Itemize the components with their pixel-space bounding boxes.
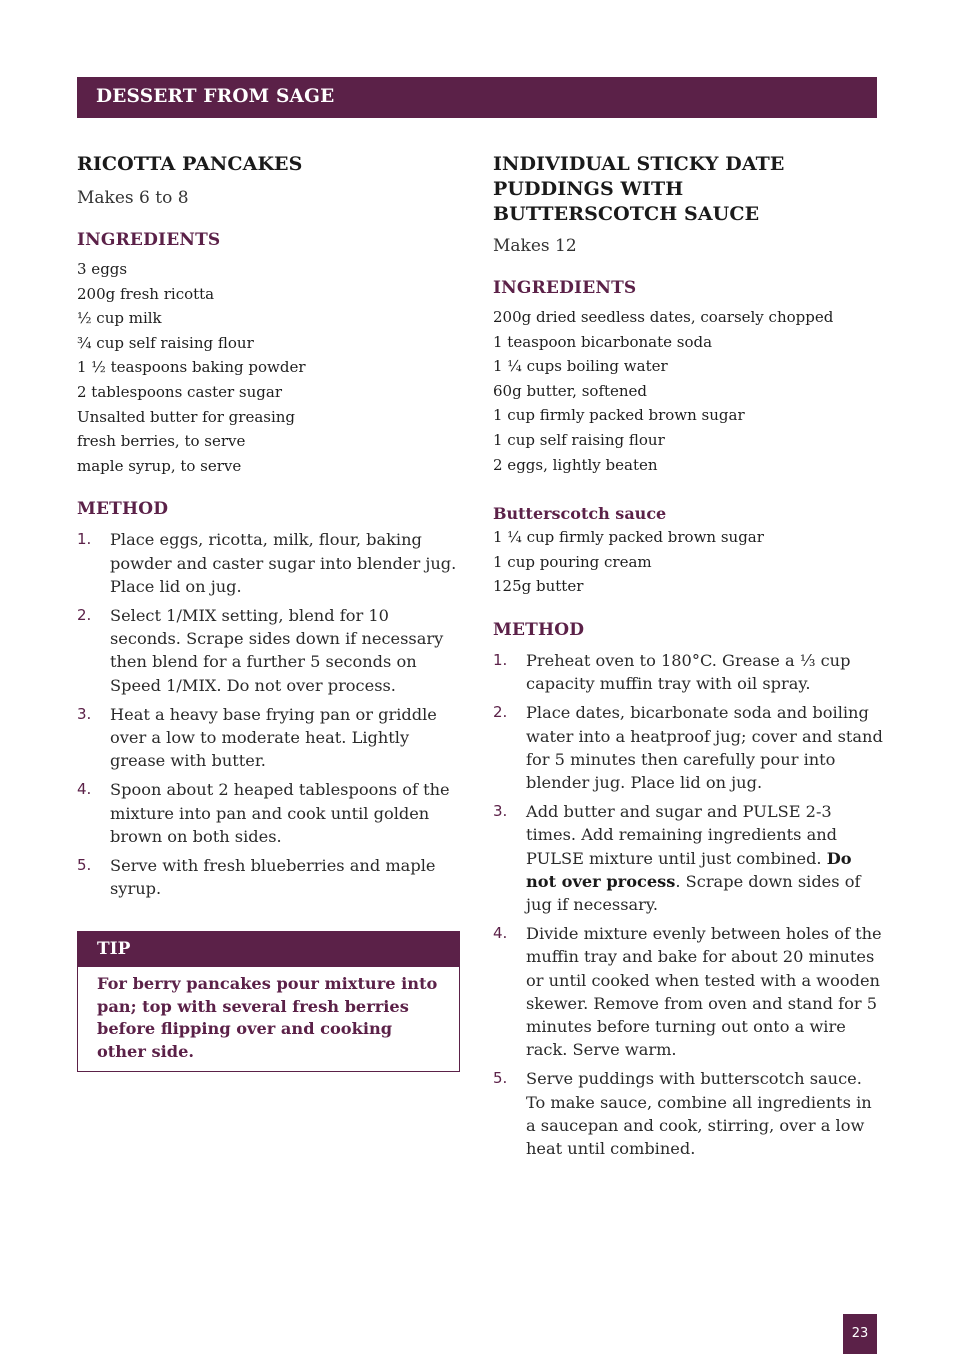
step-number: 2. [77,605,92,624]
method-step [493,649,883,695]
method-step [77,854,462,900]
step-text: Place dates, bicarbonate soda and boiling water into a heatproof jug; cover and stand for 5 minutes then carefully pour into blender jug. Place lid on jug. [526,703,883,792]
recipe-yield: Makes 12 [493,236,577,256]
ingredients-list [493,305,883,477]
step-number: 5. [77,855,92,874]
ingredient-item: ¾ cup self raising flour [77,333,254,352]
tip-text: For berry pancakes pour mixture into pan; top with several fresh berries before flipping over and cooking other side. [97,974,438,1061]
ingredients-heading: INGREDIENTS [77,230,221,250]
method-step [493,800,883,916]
step-number: 1. [77,530,92,549]
step-text [526,800,883,916]
step-text-part: . Scrape down sides of jug if necessary. [526,871,861,914]
step-number: 1. [493,650,508,669]
method-step [77,703,462,773]
ingredient-item: 1 ¼ cup firmly packed brown sugar [493,528,764,547]
step-text: Preheat oven to 180°C. Grease a ⅓ cup capacity muffin tray with oil spray. [526,650,851,694]
step-text: Select 1/MIX setting, blend for 10 seconds. Scrape sides down if necessary then blend for a further 5 seconds on Speed 1/MIX. Do not over process. [110,605,444,695]
method-list [493,649,883,1160]
ingredient-item: 1 ¼ cups boiling water [493,357,668,376]
method-step [493,1067,883,1160]
tip-heading: TIP [97,939,131,959]
sauce-heading: Butterscotch sauce [493,504,667,524]
ingredient-item: 1 cup pouring cream [493,552,652,571]
ingredients-heading: INGREDIENTS [493,278,637,298]
step-text: Serve with fresh blueberries and maple syrup. [110,855,436,899]
step-number: 3. [77,704,92,723]
ingredient-item: 1 cup self raising flour [493,430,665,449]
method-step [77,778,462,848]
ingredient-item: 1 cup firmly packed brown sugar [493,406,745,425]
tip-box [77,931,460,1072]
ingredient-item: 2 eggs, lightly beaten [493,455,658,474]
step-text: Place eggs, ricotta, milk, flour, baking powder and caster sugar into blender jug. Place lid on jug. [110,530,457,596]
recipe-title: RICOTTA PANCAKES [77,153,303,175]
step-number: 5. [493,1069,508,1088]
recipe-yield: Makes 6 to 8 [77,188,189,208]
ingredient-item: fresh berries, to serve [77,432,246,451]
ingredient-item: 200g dried seedless dates, coarsely chopped [493,308,834,326]
step-number: 2. [493,703,508,722]
step-number: 4. [77,780,92,799]
step-warning: Do not over process [526,848,852,891]
ingredient-item: 125g butter [493,577,584,596]
ingredient-item: 1 ½ teaspoons baking powder [77,358,306,377]
method-step [77,604,462,697]
step-number: 3. [493,802,508,821]
method-step [493,922,883,1061]
method-heading: METHOD [77,499,169,520]
step-number: 4. [493,924,508,943]
ingredient-item: 1 teaspoon bicarbonate soda [493,332,713,351]
step-text-part: Add butter and sugar and PULSE 2-3 times. Add remaining ingredients and PULSE mixture until just combined. [526,802,838,868]
ingredient-item: 200g fresh ricotta [77,284,215,303]
sauce-ingredients-list [493,525,883,599]
ingredient-item: maple syrup, to serve [77,456,242,475]
ingredient-item: ½ cup milk [77,309,162,328]
step-text: Heat a heavy base frying pan or griddle over a low to moderate heat. Lightly grease with butter. [110,704,437,771]
ingredient-item: 3 eggs [77,260,128,278]
ingredient-item: 2 tablespoons caster sugar [77,382,283,401]
page-number: 23 [843,1314,877,1354]
banner-title: DESSERT FROM SAGE [96,86,335,107]
ingredients-list [77,257,462,478]
right-recipe [493,152,883,1166]
ingredient-item: 60g butter, softened [493,381,648,400]
method-heading: METHOD [493,619,585,640]
recipe-title: INDIVIDUAL STICKY DATE PUDDINGS WITH BUTTERSCOTCH SAUCE [493,153,785,225]
step-text: Divide mixture evenly between holes of the muffin tray and bake for about 20 minutes or until cooked when tested with a wooden skewer. Remove from oven and stand for 5 minutes before turning out onto a wire rack. Serve warm. [526,924,882,1060]
method-list [77,528,462,900]
tip-header [78,932,459,967]
method-step [493,701,883,794]
step-text: Spoon about 2 heaped tablespoons of the mixture into pan and cook until golden brown on both sides. [110,780,450,846]
section-banner [77,77,877,118]
ingredient-item: Unsalted butter for greasing [77,407,296,426]
step-text: Serve puddings with butterscotch sauce. To make sauce, combine all ingredients in a saucepan and cook, stirring, over a low heat until combined. [526,1069,872,1158]
method-step [77,528,462,598]
left-recipe [77,152,462,906]
